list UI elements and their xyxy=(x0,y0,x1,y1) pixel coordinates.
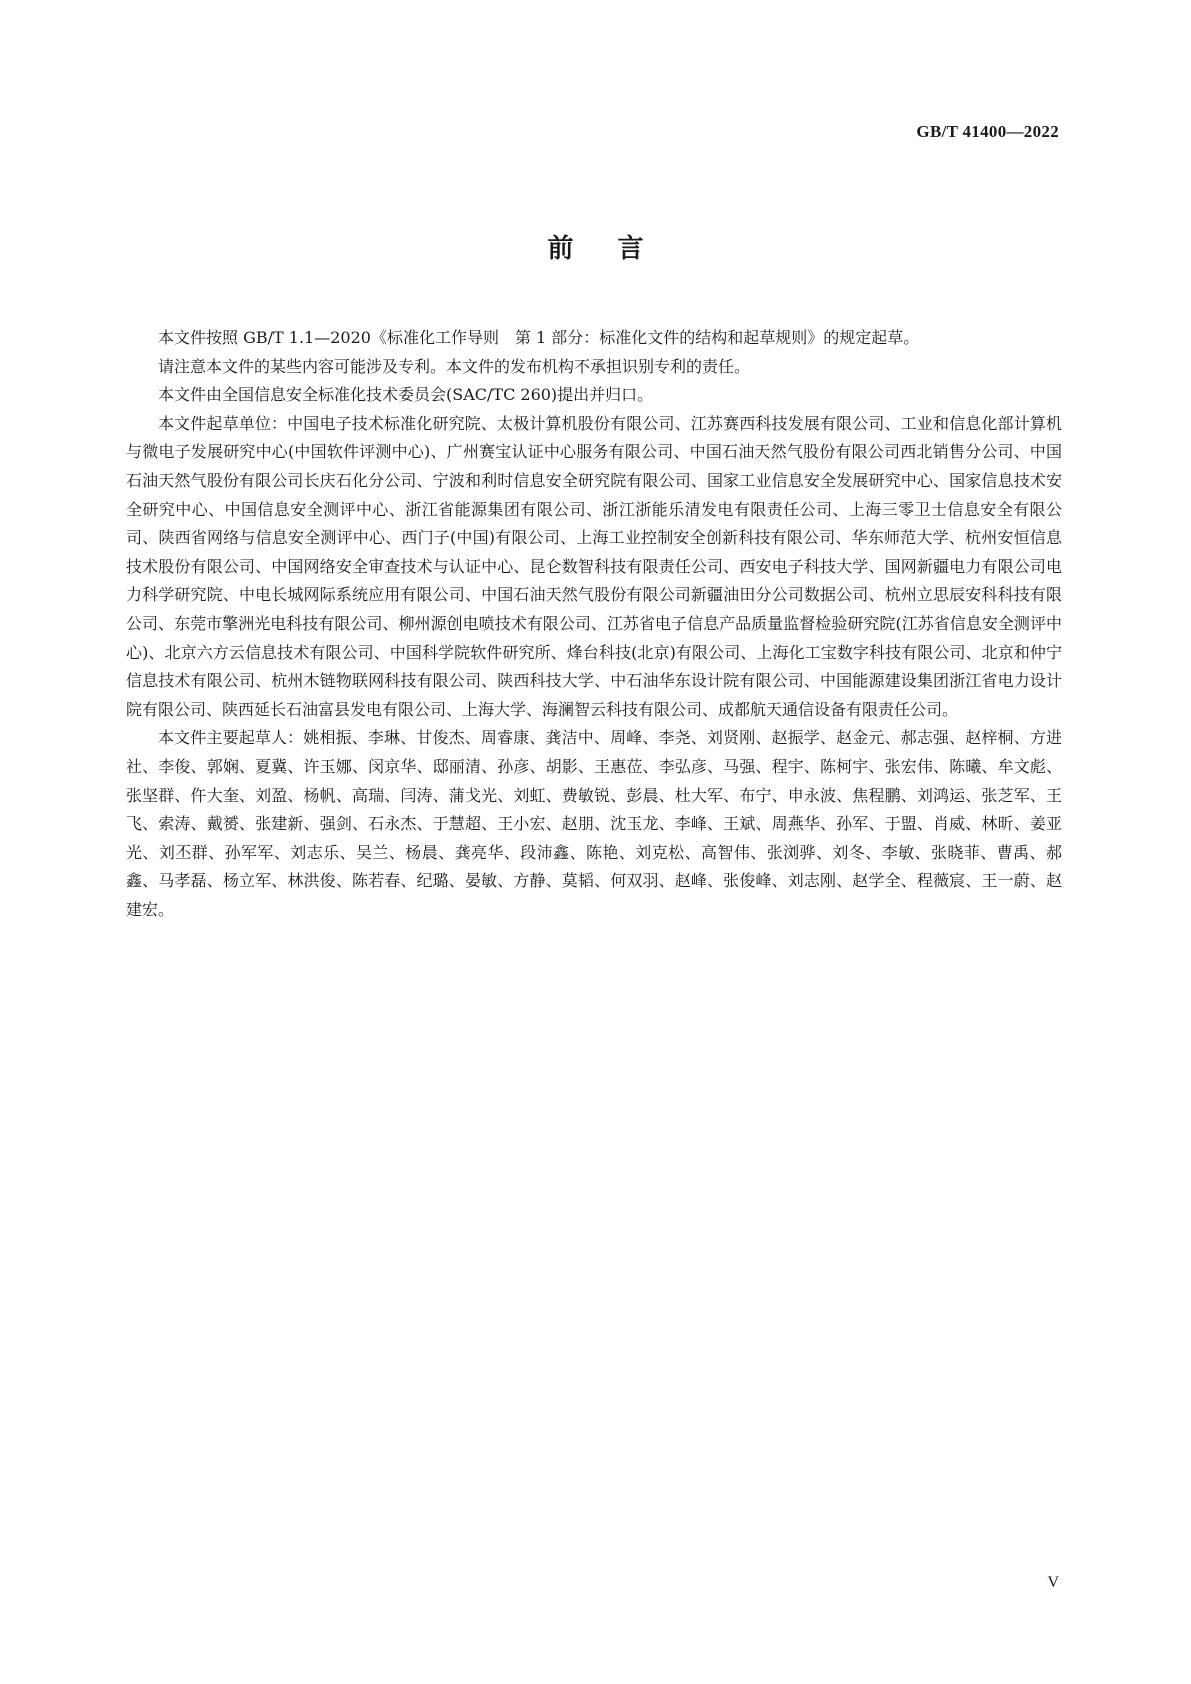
paragraph-drafting-rules: 本文件按照 GB/T 1.1—2020《标准化工作导则 第 1 部分：标准化文件的结构和起草规则》的规定起草。 xyxy=(158,328,920,347)
paragraph-drafters: 本文件主要起草人：姚相振、李琳、甘俊杰、周睿康、龚洁中、周峰、李尧、刘贤刚、赵振学、赵金元、郝志强、赵梓桐、方进社、李俊、郭娴、夏冀、许玉娜、闵京华、邸丽清、孙彦、胡影、王惠莅、李弘彦、马强、程宇、陈柯宇、张宏伟、陈曦、牟文彪、张坚群、仵大奎、刘盈、杨帆、高瑞、闫涛、蒲戈光、刘虹、费敏锐、彭晨、杜大军、布宁、申永波、焦程鹏、刘鸿运、张芝军、王飞、索涛、戴赟、张建新、强剑、石永杰、于慧超、王小宏、赵朋、沈玉龙、李峰、王斌、周燕华、孙军、于盟、肖威、林昕、姜亚光、刘丕群、孙军军、刘志乐、吴兰、杨晨、龚亮华、段沛鑫、陈艳、刘克松、高智伟、张浏骅、刘冬、李敏、张晓菲、曹禹、郝鑫、马孝磊、杨立军、林洪俊、陈若春、纪璐、晏敏、方静、莫韬、何双羽、赵峰、张俊峰、刘志刚、赵学全、程薇宸、王一蔚、赵建宏。 xyxy=(126,728,1062,919)
foreword-body xyxy=(126,324,1062,924)
paragraph-patent-notice: 请注意本文件的某些内容可能涉及专利。本文件的发布机构不承担识别专利的责任。 xyxy=(158,356,751,376)
page-title: 前言 xyxy=(547,234,688,264)
paragraph-drafting-units: 本文件起草单位：中国电子技术标准化研究院、太极计算机股份有限公司、江苏赛西科技发展有限公司、工业和信息化部计算机与微电子发展研究中心(中国软件评测中心)、广州赛宝认证中心服务有限公司、中国石油天然气股份有限公司西北销售分公司、中国石油天然气股份有限公司长庆石化分公司、宁波和利时信息安全研究院有限公司、国家工业信息安全发展研究中心、国家信息技术安全研究中心、中国信息安全测评中心、浙江省能源集团有限公司、浙江浙能乐清发电有限责任公司、上海三零卫士信息安全有限公司、陕西省网络与信息安全测评中心、西门子(中国)有限公司、上海工业控制安全创新科技有限公司、华东师范大学、杭州安恒信息技术股份有限公司、中国网络安全审查技术与认证中心、昆仑数智科技有限责任公司、西安电子科技大学、国网新疆电力有限公司电力科学研究院、中电长城网际系统应用有限公司、中国石油天然气股份有限公司新疆油田分公司数据公司、杭州立思辰安科科技有限公司、东莞市擎洲光电科技有限公司、柳州源创电喷技术有限公司、江苏省电子信息产品质量监督检验研究院(江苏省信息安全测评中心)、北京六方云信息技术有限公司、中国科学院软件研究所、烽台科技(北京)有限公司、上海化工宝数字科技有限公司、北京和仲宁信息技术有限公司、杭州木链物联网科技有限公司、陕西科技大学、中石油华东设计院有限公司、中国能源建设集团浙江省电力设计院有限公司、陕西延长石油富县发电有限公司、上海大学、海澜智云科技有限公司、成都航天通信设备有限责任公司。 xyxy=(126,413,1062,719)
standard-number: GB/T 41400—2022 xyxy=(916,122,1059,141)
paragraph-proposer: 本文件由全国信息安全标准化技术委员会(SAC/TC 260)提出并归口。 xyxy=(158,385,654,405)
page-number: V xyxy=(1047,1574,1059,1591)
